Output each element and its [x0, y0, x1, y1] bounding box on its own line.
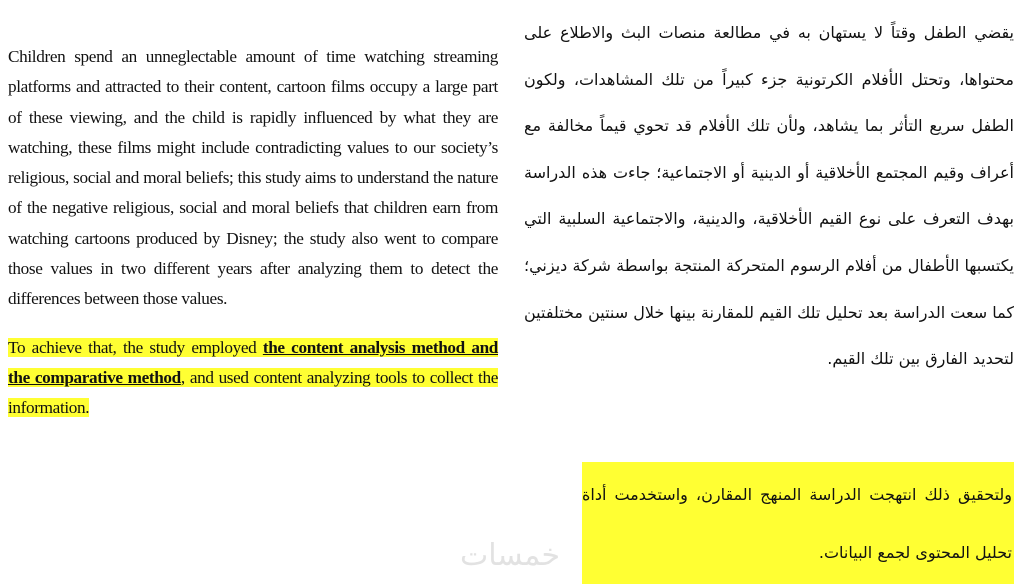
english-highlight-start: To achieve that, the study employed [8, 337, 263, 357]
arabic-abstract [524, 10, 1014, 383]
english-highlight-end: , and used content analyzing tools to collect the information. [8, 367, 498, 418]
english-abstract [8, 42, 498, 424]
english-paragraph-1: Children spend an unneglectable amount of time watching streaming platforms and attracted to their content, cartoon films occupy a large part of these viewing, and the child is rapidly influenced by what they are watching, these films might include contradicting values to our society’s religious, social and moral beliefs; this study aims to understand the nature of the negative religious, social and moral beliefs that children earn from watching cartoons produced by Disney; the study also went to compare those values in two different years after analyzing them to detect the differences between those values. [8, 47, 498, 309]
english-highlight-bold: the content analysis method and the comparative method [8, 337, 499, 387]
arabic-paragraph-1: يقضي الطفل وقتاً لا يستهان به في مطالعة منصات البث والاطلاع على محتواها، وتحتل الأفلام الكرتونية جزء كبيراً من تلك المشاهدات، ولكون الطفل سريع التأثر بما يشاهد، ولأن تلك الأفلام قد تحوي قيماً مخالفة مع أعراف وقيم المجتمع الأخلاقية أو الدينية أو الاجتماعية؛ جاءت هذه الدراسة بهدف التعرف على نوع القيم الأخلاقية، والدينية، والاجتماعية السلبية التي يكتسبها الأطفال من أفلام الرسوم المتحركة المنتجة بواسطة شركة ديزني؛ كما سعت الدراسة بعد تحليل تلك القيم للمقارنة بينها خلال سنتين مختلفتين لتحديد الفارق بين تلك القيم. [524, 23, 1014, 369]
arabic-paragraph-2: ولتحقيق ذلك انتهجت الدراسة المنهج المقارن، واستخدمت أداة تحليل المحتوى لجمع البيانات. [582, 485, 1012, 562]
watermark-logo: خمسات [459, 538, 561, 573]
english-paragraph-2 [8, 333, 498, 424]
